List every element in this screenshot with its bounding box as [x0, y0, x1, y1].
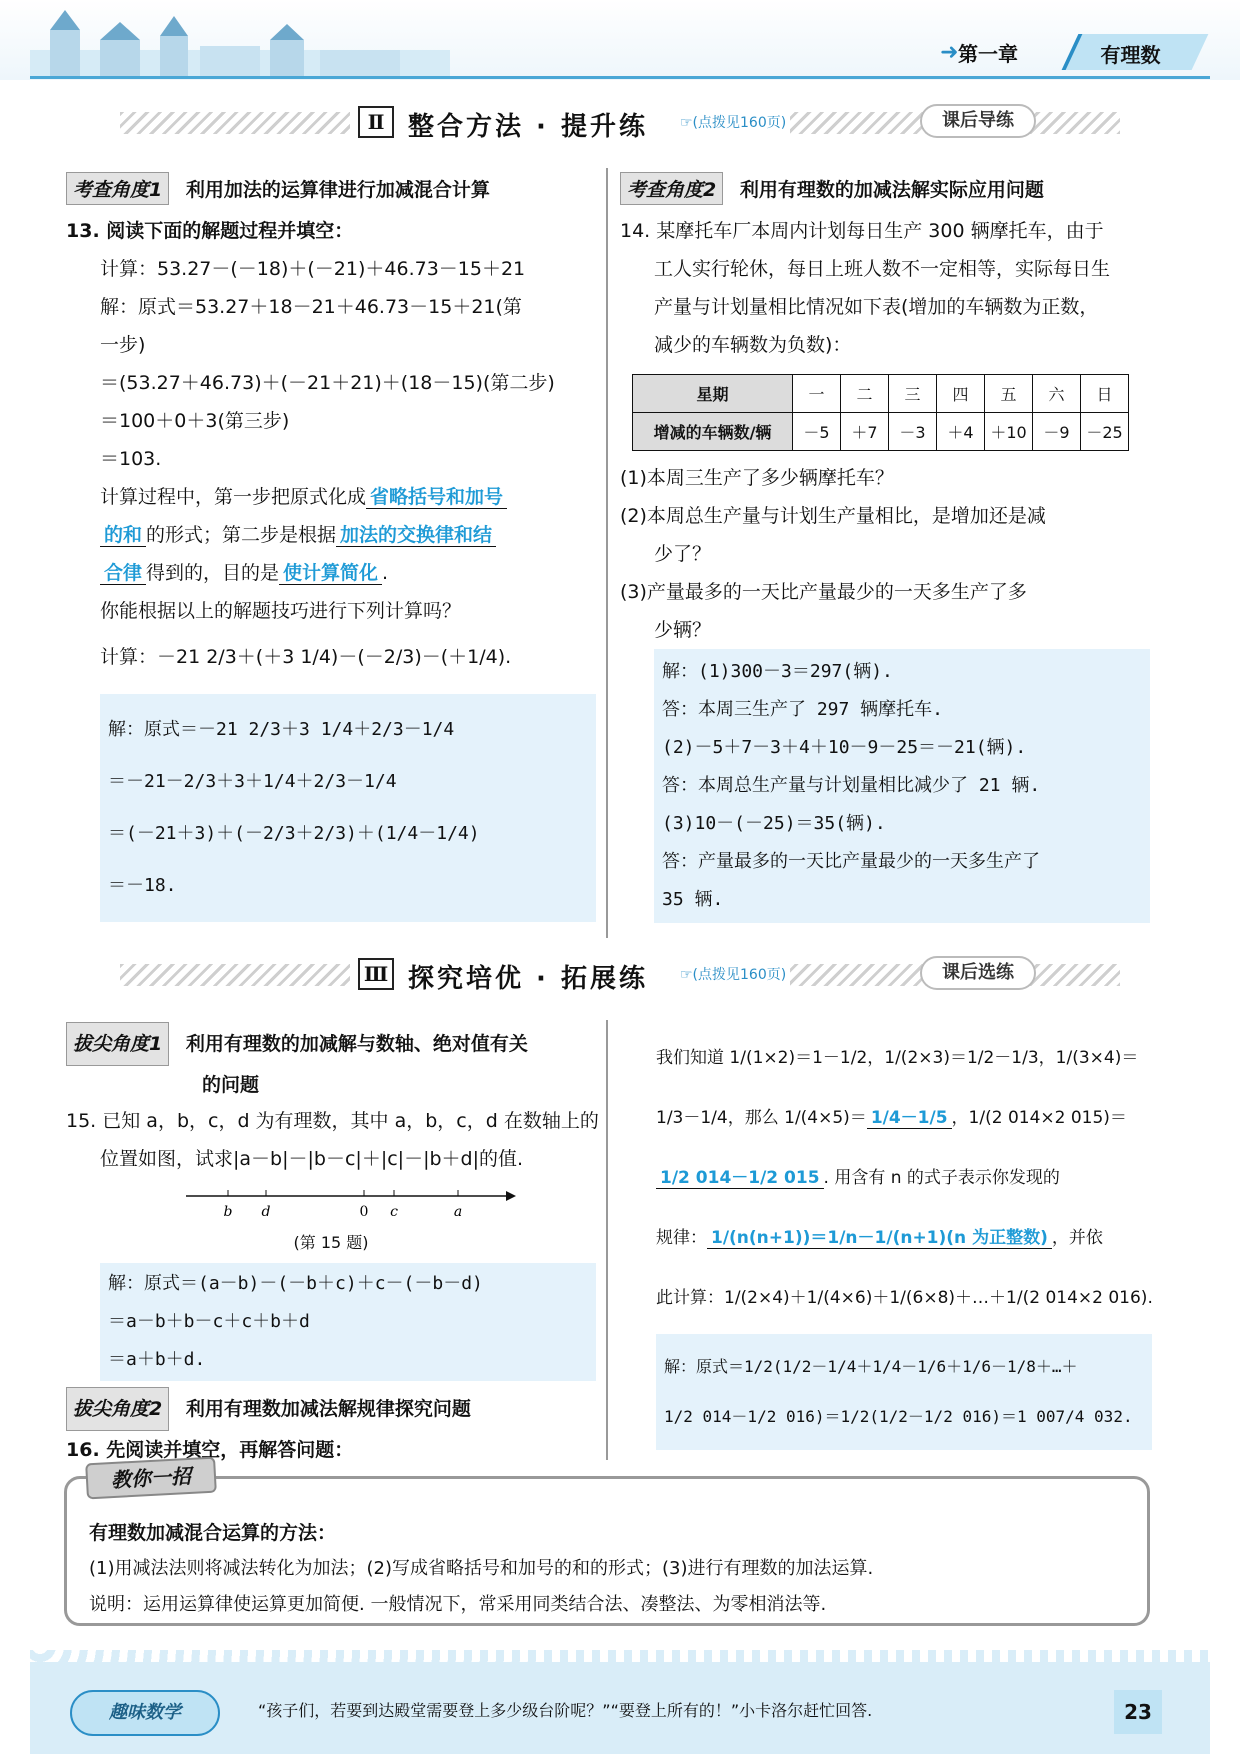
p13-line-8: 的和 的形式；第二步是根据 加法的交换律和结: [100, 516, 596, 554]
p15-q1: 15. 已知 a，b，c，d 为有理数，其中 a，b，c，d 在数轴上的: [66, 1110, 599, 1132]
p14-sol-3: (2)－5＋7－3＋4＋10－9－25＝－21(辆).: [662, 737, 1027, 758]
p16-answer-3: 1/(n(n+1))＝1/n－1/(n+1)(n 为正整数): [707, 1228, 1052, 1249]
p16-sol-2: 1/2 014－1/2 016)＝1/2(1/2－1/2 016)＝1 007/4 032.: [664, 1407, 1133, 1426]
p16-answer-1: 1/4－1/5: [867, 1108, 952, 1129]
chapter-title: 有理数: [1100, 43, 1161, 67]
p13-line-1: 计算：53.27－(－18)＋(－21)＋46.73－15＋21: [100, 258, 526, 280]
section-3-banner: [120, 952, 1120, 996]
p13-line-10: 你能根据以上的解题技巧进行下列计算吗？: [100, 600, 462, 622]
section-3-tag: 课后选练: [920, 956, 1036, 990]
p14-sol-6: 答：产量最多的一天比产量最少的一天多生产了: [662, 851, 1040, 872]
axis-label-b: b: [223, 1204, 233, 1220]
p14-sol-5: (3)10－(－25)＝35(辆).: [662, 813, 886, 834]
angle-16-label: 拔尖角度2: [66, 1387, 169, 1431]
p13-solution: [100, 694, 596, 922]
angle-15: [66, 1022, 596, 1104]
p13-answer-3: 使计算简化: [279, 562, 382, 585]
footer-wave: [30, 1650, 1210, 1662]
p13-sol-4: ＝－18.: [108, 875, 177, 896]
angle-13: [66, 172, 490, 205]
table-cell-day: 二: [841, 375, 889, 413]
p14-q2: 工人实行轮休，每日上班人数不一定相等，实际每日生: [654, 258, 1111, 280]
angle-15-text: 利用有理数的加减解与数轴、绝对值有关: [185, 1033, 528, 1055]
p16-line-4: 规律： 1/(n(n+1))＝1/n－1/(n+1)(n 为正整数) ，并依: [656, 1228, 1103, 1248]
section-2-banner: [120, 100, 1120, 144]
angle-13-text: 利用加法的运算律进行加减混合计算: [185, 179, 490, 201]
axis-label-c: c: [390, 1204, 398, 1220]
number-line-arrow: [506, 1191, 516, 1201]
column-divider-top: [606, 168, 608, 938]
table-cell-day: 三: [889, 375, 937, 413]
p16-line-3: 1/2 014－1/2 015 . 用含有 n 的式子表示你发现的: [656, 1148, 1156, 1208]
p14-table: [632, 374, 1129, 451]
tip-box: [64, 1476, 1150, 1626]
p16-question: 16. 先阅读并填空，再解答问题：: [66, 1439, 354, 1461]
angle-16: [66, 1387, 596, 1431]
p16-answer-2: 1/2 014－1/2 015: [656, 1168, 824, 1189]
angle-14-text: 利用有理数的加减法解实际应用问题: [739, 179, 1044, 201]
p13-sol-2: ＝－21－2/3＋3＋1/4＋2/3－1/4: [108, 771, 397, 792]
p14-sol-4: 答：本周总生产量与计划量相比减少了 21 辆.: [662, 775, 1041, 796]
axis-label-a: a: [453, 1204, 463, 1220]
section-2-title: 整合方法 · 提升练: [408, 112, 648, 142]
p14-part-2b: 少了？: [654, 543, 712, 565]
figure-caption: (第 15 题): [293, 1233, 369, 1252]
tip-title: 有理数加减混合运算的方法：: [89, 1522, 337, 1544]
p14-part-1: (1)本周三生产了多少辆摩托车？: [620, 467, 894, 489]
p13-line-7: 计算过程中，第一步把原式化成 省略括号和加号: [100, 478, 596, 516]
p13-answer-1a: 省略括号和加号: [366, 486, 507, 509]
p13-line-5: ＝100＋0＋3(第三步): [100, 410, 290, 432]
problem-16: [656, 1028, 1156, 1450]
chapter-arrow-icon: ➜: [940, 40, 959, 65]
table-cell-day: 一: [793, 375, 841, 413]
p15-sol-2: ＝a－b＋b－c＋c＋b＋d: [108, 1311, 310, 1332]
tip-tag: 教你一招: [85, 1457, 217, 1500]
p15-sol-1: 解：原式＝(a－b)－(－b＋c)＋c－(－b－d): [108, 1273, 483, 1294]
p16-solution: [656, 1334, 1152, 1450]
section-3-title: 探究培优 · 拓展练: [408, 964, 648, 994]
p14-sol-2: 答：本周三生产了 297 辆摩托车.: [662, 699, 944, 720]
p13-answer-2b: 合律: [100, 562, 146, 585]
p14-part-3b: 少辆？: [654, 619, 712, 641]
angle-14-label: 考查角度2: [620, 172, 723, 205]
problem-15: [66, 1102, 599, 1469]
p15-solution: [100, 1263, 596, 1381]
problem-14: [620, 212, 1160, 923]
p14-part-3a: (3)产量最多的一天比产量最少的一天多生产了多: [620, 581, 1027, 603]
p13-line-4: ＝(53.27＋46.73)＋(－21＋21)＋(18－15)(第二步): [100, 372, 555, 394]
p13-line-3: 一步): [100, 334, 146, 356]
section-3-number: Ⅲ: [358, 958, 394, 990]
table-row: [633, 413, 1129, 451]
p13-answer-1b: 的和: [100, 524, 146, 547]
fun-math-badge: 趣味数学: [70, 1690, 220, 1736]
p16-line-2: 1/3－1/4，那么 1/(4×5)＝ 1/4－1/5 ，1/(2 014×2 015)＝: [656, 1108, 1127, 1128]
p14-q1: 14. 某摩托车厂本周内计划每日生产 300 辆摩托车，由于: [620, 220, 1104, 242]
p13-sol-1: 解：原式＝－21 2/3＋3 1/4＋2/3－1/4: [108, 719, 455, 740]
p15-q2: 位置如图，试求|a－b|－|b－c|＋|c|－|b＋d|的值.: [100, 1148, 524, 1170]
tip-line-1: (1)用减法法则将减法转化为加法；(2)写成省略括号和加号的和的形式；(3)进行有理数的加法运算.: [89, 1558, 874, 1579]
p16-line-1: 我们知道 1/(1×2)＝1－1/2，1/(2×3)＝1/2－1/3，1/(3×4)＝: [656, 1048, 1139, 1068]
p14-part-2a: (2)本周总生产量与计划生产量相比，是增加还是减: [620, 505, 1046, 527]
p14-sol-1: 解：(1)300－3＝297(辆).: [662, 661, 893, 682]
table-cell-day: 四: [937, 375, 985, 413]
table-cell-value: －3: [889, 413, 937, 451]
table-cell-value: －5: [793, 413, 841, 451]
axis-label-0: 0: [359, 1204, 369, 1220]
table-head-weekday: 星期: [633, 375, 793, 413]
angle-13-label: 考查角度1: [66, 172, 169, 205]
axis-label-d: d: [261, 1204, 271, 1220]
p13-line-6: ＝103.: [100, 448, 162, 470]
chapter-number: 第一章: [958, 42, 1018, 66]
table-cell-value: －9: [1033, 413, 1081, 451]
table-cell-value: －25: [1081, 413, 1129, 451]
page-number: 23: [1114, 1690, 1162, 1734]
chapter-label: [940, 34, 1200, 70]
table-head-change: 增减的车辆数/辆: [633, 413, 793, 451]
angle-14: [620, 172, 1044, 205]
p15-sol-3: ＝a＋b＋d.: [108, 1349, 206, 1370]
section-3-hint: ☞(点拨见160页): [680, 967, 787, 983]
p16-line-5: 此计算：1/(2×4)＋1/(4×6)＋1/(6×8)＋…＋1/(2 014×2 016).: [656, 1288, 1153, 1308]
tip-line-2: 说明：运用运算律使运算更加简便. 一般情况下，常采用同类结合法、凑整法、为零相消法等.: [89, 1594, 827, 1615]
p14-sol-7: 35 辆.: [662, 889, 724, 910]
table-cell-value: ＋4: [937, 413, 985, 451]
p16-sol-1: 解：原式＝1/2(1/2－1/4＋1/4－1/6＋1/6－1/8＋…＋: [664, 1357, 1078, 1376]
problem-13-question: 13. 阅读下面的解题过程并填空：: [66, 220, 354, 242]
p13-line-9: 合律 得到的，目的是 使计算简化 .: [100, 554, 596, 592]
p13-line-11: 计算：－21 2/3＋(＋3 1/4)－(－2/3)－(＋1/4).: [100, 646, 512, 668]
table-row: [633, 375, 1129, 413]
table-cell-value: ＋7: [841, 413, 889, 451]
section-2-tag: 课后导练: [920, 104, 1036, 138]
castle-illustration: [30, 10, 450, 78]
chapter-title-box: [1062, 34, 1209, 70]
footer-quote: “孩子们，若要到达殿堂需要登上多少级台阶呢？”“要登上所有的！”小卡洛尔赶忙回答.: [258, 1701, 873, 1720]
p14-q4: 减少的车辆数为负数)：: [654, 334, 852, 356]
number-line: [66, 1184, 596, 1224]
table-cell-value: ＋10: [985, 413, 1033, 451]
p13-sol-3: ＝(－21＋3)＋(－2/3＋2/3)＋(1/4－1/4): [108, 823, 480, 844]
p13-answer-2a: 加法的交换律和结: [336, 524, 496, 547]
table-cell-day: 日: [1081, 375, 1129, 413]
table-cell-day: 六: [1033, 375, 1081, 413]
angle-15-text-2: 的问题: [202, 1074, 260, 1096]
header-rule: [30, 76, 1210, 79]
p14-q3: 产量与计划量相比情况如下表(增加的车辆数为正数，: [654, 296, 1099, 318]
angle-16-text: 利用有理数加减法解规律探究问题: [185, 1398, 471, 1420]
table-cell-day: 五: [985, 375, 1033, 413]
p13-line-2: 解：原式＝53.27＋18－21＋46.73－15＋21(第: [100, 296, 522, 318]
section-2-number: Ⅱ: [358, 106, 394, 138]
angle-15-label: 拔尖角度1: [66, 1022, 169, 1066]
column-divider-bottom: [606, 1020, 608, 1460]
problem-13: [66, 212, 596, 922]
p14-solution: [654, 649, 1150, 923]
section-2-hint: ☞(点拨见160页): [680, 115, 787, 131]
